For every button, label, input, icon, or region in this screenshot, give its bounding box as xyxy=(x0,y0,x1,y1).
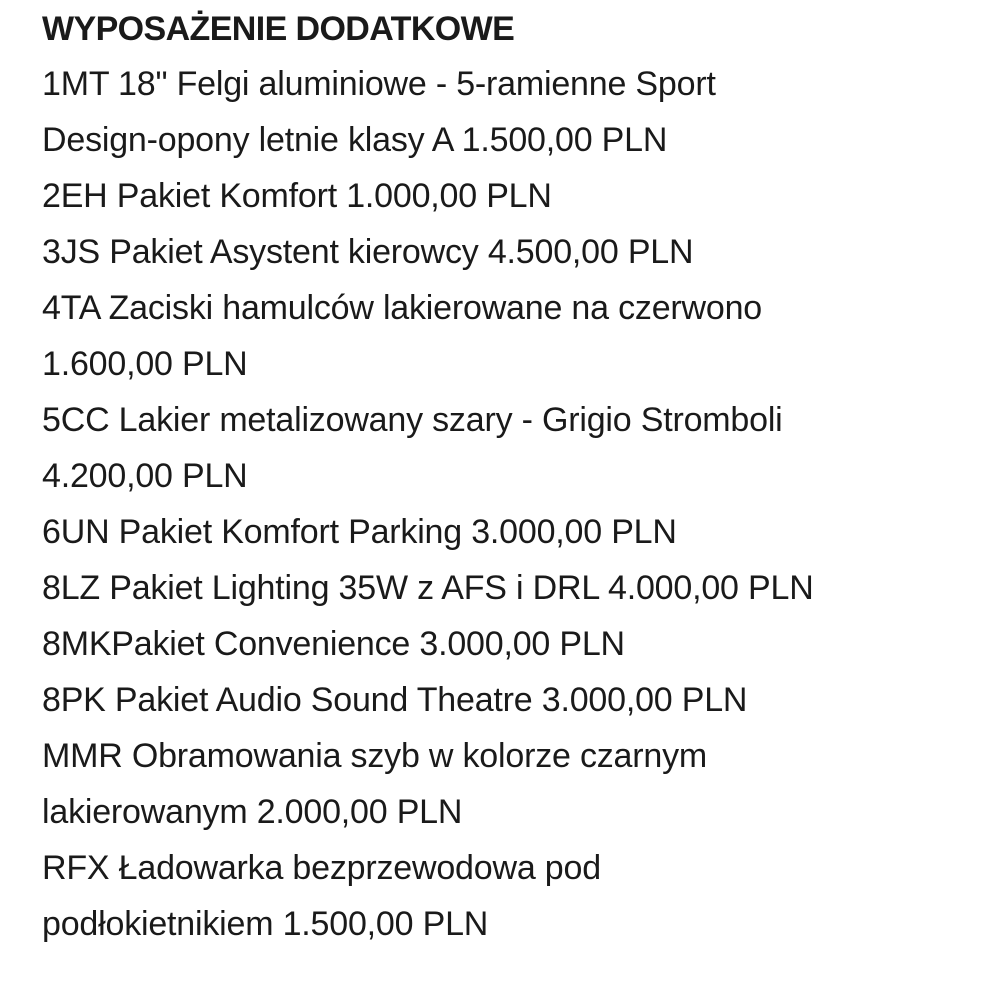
equipment-line: 1.600,00 PLN xyxy=(42,345,248,383)
equipment-item-8mk xyxy=(42,616,992,672)
equipment-line: 8MKPakiet Convenience 3.000,00 PLN xyxy=(42,625,625,663)
equipment-line: 3JS Pakiet Asystent kierowcy 4.500,00 PLN xyxy=(42,233,694,271)
equipment-line: 4TA Zaciski hamulców lakierowane na czerwono xyxy=(42,289,763,327)
equipment-line: 6UN Pakiet Komfort Parking 3.000,00 PLN xyxy=(42,513,677,551)
equipment-line: 5CC Lakier metalizowany szary - Grigio Stromboli xyxy=(42,401,783,439)
equipment-item-8lz xyxy=(42,560,992,616)
equipment-line: podłokietnikiem 1.500,00 PLN xyxy=(42,905,489,943)
equipment-line: lakierowanym 2.000,00 PLN xyxy=(42,793,463,831)
equipment-document xyxy=(42,2,992,952)
equipment-line: 8LZ Pakiet Lighting 35W z AFS i DRL 4.000,00 PLN xyxy=(42,569,814,607)
equipment-line: 8PK Pakiet Audio Sound Theatre 3.000,00 PLN xyxy=(42,681,748,719)
equipment-line: 4.200,00 PLN xyxy=(42,457,248,495)
equipment-item-rfx xyxy=(42,840,992,952)
equipment-line: 2EH Pakiet Komfort 1.000,00 PLN xyxy=(42,177,552,215)
equipment-item-mmr xyxy=(42,728,992,840)
equipment-list xyxy=(42,56,992,952)
equipment-item-3js xyxy=(42,224,992,280)
equipment-item-6un xyxy=(42,504,992,560)
equipment-item-8pk xyxy=(42,672,992,728)
equipment-line: Design-opony letnie klasy A 1.500,00 PLN xyxy=(42,121,668,159)
equipment-heading: WYPOSAŻENIE DODATKOWE xyxy=(42,10,515,48)
equipment-item-5cc xyxy=(42,392,992,504)
equipment-item-4ta xyxy=(42,280,992,392)
equipment-item-2eh xyxy=(42,168,992,224)
equipment-line: 1MT 18" Felgi aluminiowe - 5-ramienne Sport xyxy=(42,65,716,103)
equipment-item-1mt xyxy=(42,56,992,168)
equipment-line: MMR Obramowania szyb w kolorze czarnym xyxy=(42,737,708,775)
equipment-line: RFX Ładowarka bezprzewodowa pod xyxy=(42,849,601,887)
